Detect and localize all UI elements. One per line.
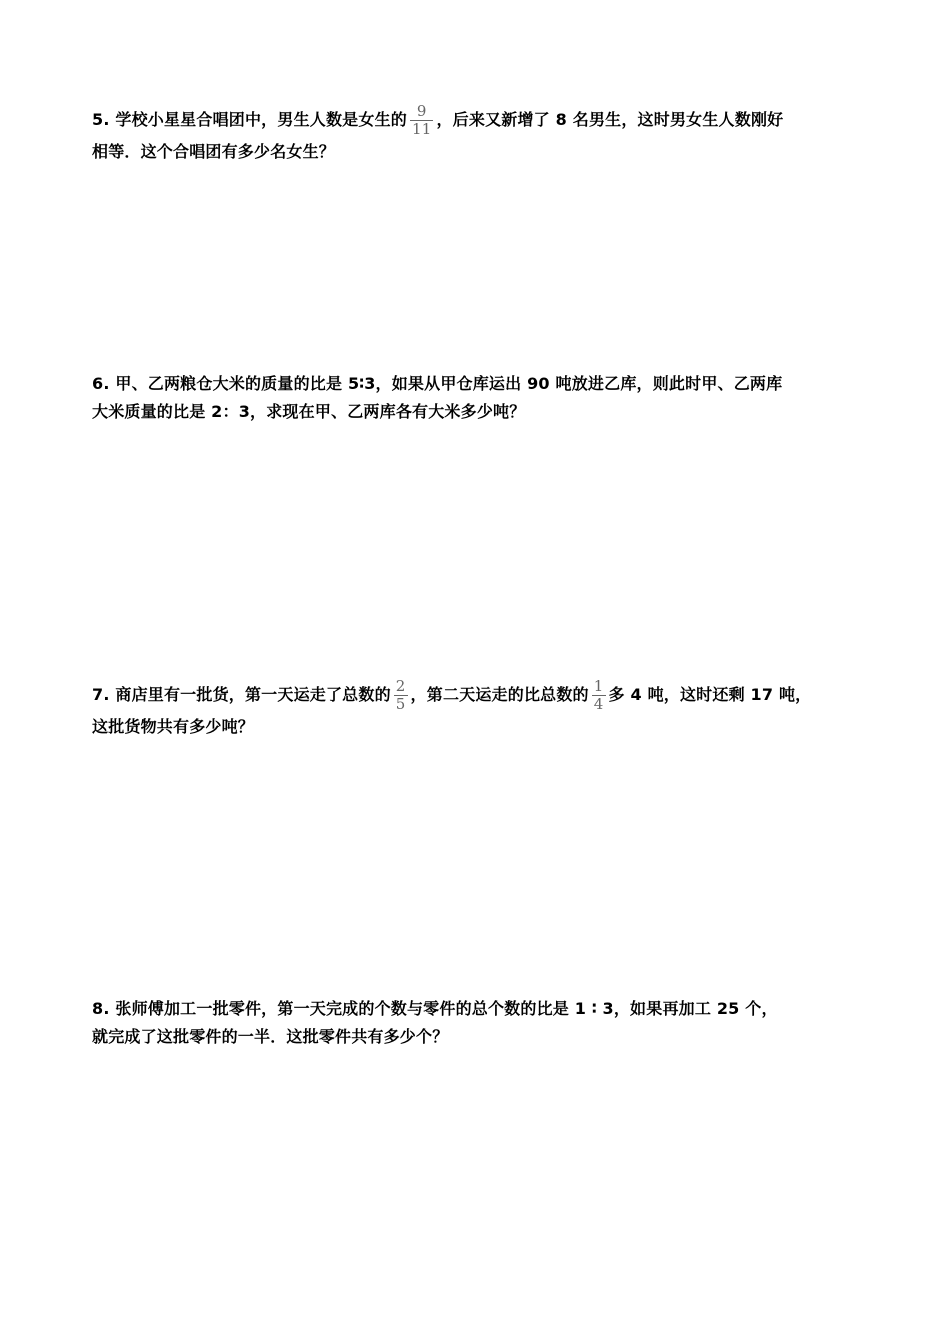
fraction-numerator: 1 — [593, 677, 604, 695]
fraction-2-5 — [394, 678, 408, 713]
problem-6 — [92, 370, 867, 426]
problem-7-text-b: ，第二天运走的比总数的 — [410, 685, 589, 704]
problem-8-line-1: 8. 张师傅加工一批零件，第一天完成的个数与零件的总个数的比是 1 ∶ 3，如果再加工 25 个， — [92, 999, 778, 1018]
problem-5-line-1 — [92, 103, 867, 138]
problem-6-line-1: 6. 甲、乙两粮仓大米的质量的比是 5∶3，如果从甲仓库运出 90 吨放进乙库，则此时甲、乙两库 — [92, 374, 783, 393]
fraction-denominator: 4 — [593, 695, 604, 713]
fraction-numerator: 9 — [416, 102, 427, 120]
problem-7 — [92, 678, 867, 741]
problem-6-line-2: 大米质量的比是 2：3，求现在甲、乙两库各有大米多少吨？ — [92, 402, 526, 421]
fraction-9-11 — [410, 103, 434, 138]
problem-5-text-a: 5. 学校小星星合唱团中，男生人数是女生的 — [92, 110, 407, 129]
problem-8 — [92, 995, 867, 1051]
problem-7-line-2: 这批货物共有多少吨？ — [92, 717, 255, 736]
fraction-1-4 — [592, 678, 606, 713]
problem-7-text-a: 7. 商店里有一批货，第一天运走了总数的 — [92, 685, 391, 704]
problem-5-text-b: ，后来又新增了 8 名男生，这时男女生人数刚好 — [436, 110, 784, 129]
problem-5 — [92, 103, 867, 166]
fraction-denominator: 11 — [411, 120, 432, 138]
problem-7-line-1 — [92, 678, 867, 713]
problem-7-text-c: 多 4 吨，这时还剩 17 吨， — [608, 685, 812, 704]
fraction-numerator: 2 — [395, 677, 406, 695]
problem-5-line-2: 相等．这个合唱团有多少名女生？ — [92, 142, 336, 161]
problem-8-line-2: 就完成了这批零件的一半．这批零件共有多少个？ — [92, 1027, 449, 1046]
fraction-denominator: 5 — [395, 695, 406, 713]
